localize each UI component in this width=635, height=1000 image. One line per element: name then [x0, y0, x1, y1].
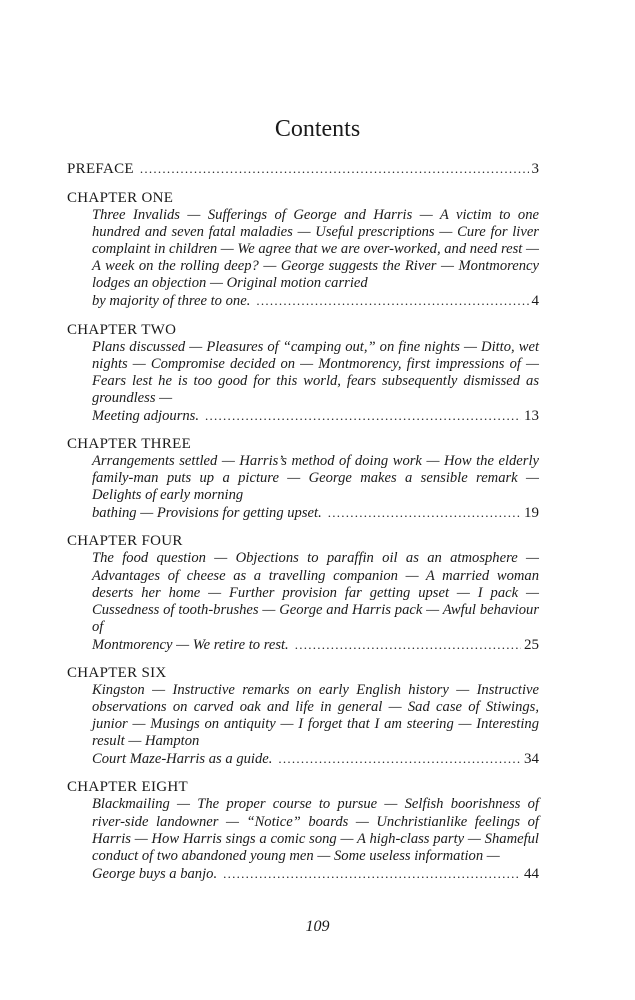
dot-leader — [278, 750, 521, 767]
summary-text: Three Invalids — Sufferings of George and Harris — A victim to one hundred and seven fatal maladies — Useful prescriptions — Cure for liver complaint in children — We agree that we are over-worked, and need rest — A week on the rolling deep? — George suggests the River — Montmorency lodges an objection — Original motion carried — [92, 207, 539, 292]
page-folio-number: 109 — [305, 918, 330, 935]
summary-last-line — [92, 636, 539, 654]
summary-last-text: George buys a banjo. — [92, 865, 218, 882]
page-title: Contents — [274, 116, 361, 142]
toc-entry-chapter-one[interactable] — [67, 190, 539, 311]
page-number: 44 — [524, 865, 539, 882]
chapter-heading: CHAPTER FOUR — [67, 533, 183, 550]
summary-last-line — [92, 750, 539, 768]
summary-text: The food question — Objections to paraffin oil as an atmosphere — Advantages of cheese as a travelling companion — A married woman deserts her home — Further provision far getting upset — I pack — Cussedness of tooth-brushes — George and Harris pack — Awful behaviour of — [92, 550, 539, 635]
summary-text: Blackmailing — The proper course to pursue — Selfish boorishness of river-side landowner — “Notice” boards — Unchristianlike feelings of Harris — How Harris sings a comic song — A high-class party — Shameful conduct of two abandoned young men — Some useless information — — [92, 796, 539, 864]
toc-entry-chapter-four[interactable] — [67, 533, 539, 654]
chapter-summary — [67, 682, 539, 768]
dot-leader — [295, 636, 521, 653]
summary-last-text: Court Maze-Harris as a guide. — [92, 751, 273, 768]
chapter-heading: CHAPTER THREE — [67, 436, 192, 453]
chapter-summary — [67, 207, 539, 311]
toc-entry-chapter-six[interactable] — [67, 665, 539, 768]
summary-text: Kingston — Instructive remarks on early English history — Instructive observations on carved oak and life in general — Sad case of Stiwings, junior — Musings on antiquity — I forget that I am steering — Interesting result — Hampton — [92, 681, 539, 750]
toc-entry-chapter-two[interactable] — [67, 322, 539, 425]
page-number: 4 — [531, 293, 539, 310]
dot-leader — [223, 865, 521, 882]
dot-leader — [140, 160, 529, 177]
summary-last-line — [92, 504, 539, 522]
chapter-heading: CHAPTER EIGHT — [67, 779, 188, 796]
dot-leader — [256, 292, 528, 309]
page-number: 19 — [524, 505, 539, 522]
toc-entry-preface[interactable] — [67, 160, 539, 178]
page-number: 25 — [524, 636, 539, 653]
dot-leader — [328, 504, 521, 521]
summary-last-text: bathing — Provisions for getting upset. — [92, 505, 322, 522]
chapter-heading: CHAPTER ONE — [67, 190, 174, 206]
chapter-heading: CHAPTER TWO — [67, 321, 177, 338]
table-of-contents — [67, 160, 539, 894]
entry-label: PREFACE — [67, 161, 134, 177]
dot-leader — [205, 407, 521, 424]
summary-text: Plans discussed — Pleasures of “camping out,” on fine nights — Ditto, wet nights — Compromise decided on — Montmorency, first impressions of — Fears lest he is too good for this world, fears subsequently dismissed as groundless — — [92, 338, 539, 406]
toc-entry-chapter-eight[interactable] — [67, 779, 539, 882]
chapter-summary — [67, 550, 539, 654]
summary-last-line — [92, 292, 539, 310]
page-number: 3 — [531, 161, 539, 177]
summary-last-text: by majority of three to one. — [92, 293, 251, 310]
page-number: 13 — [524, 407, 539, 424]
chapter-heading: CHAPTER SIX — [67, 664, 167, 681]
summary-last-line — [92, 865, 539, 883]
summary-last-text: Meeting adjourns. — [92, 407, 200, 424]
summary-text: Arrangements settled — Harris’s method of doing work — How the elderly family-man puts up a picture — George makes a sensible remark — Delights of early morning — [92, 453, 539, 504]
chapter-summary — [67, 339, 539, 425]
chapter-summary — [67, 453, 539, 522]
summary-last-text: Montmorency — We retire to rest. — [92, 636, 289, 653]
toc-entry-chapter-three[interactable] — [67, 436, 539, 522]
page-number: 34 — [524, 751, 539, 768]
chapter-summary — [67, 796, 539, 882]
summary-last-line — [92, 407, 539, 425]
